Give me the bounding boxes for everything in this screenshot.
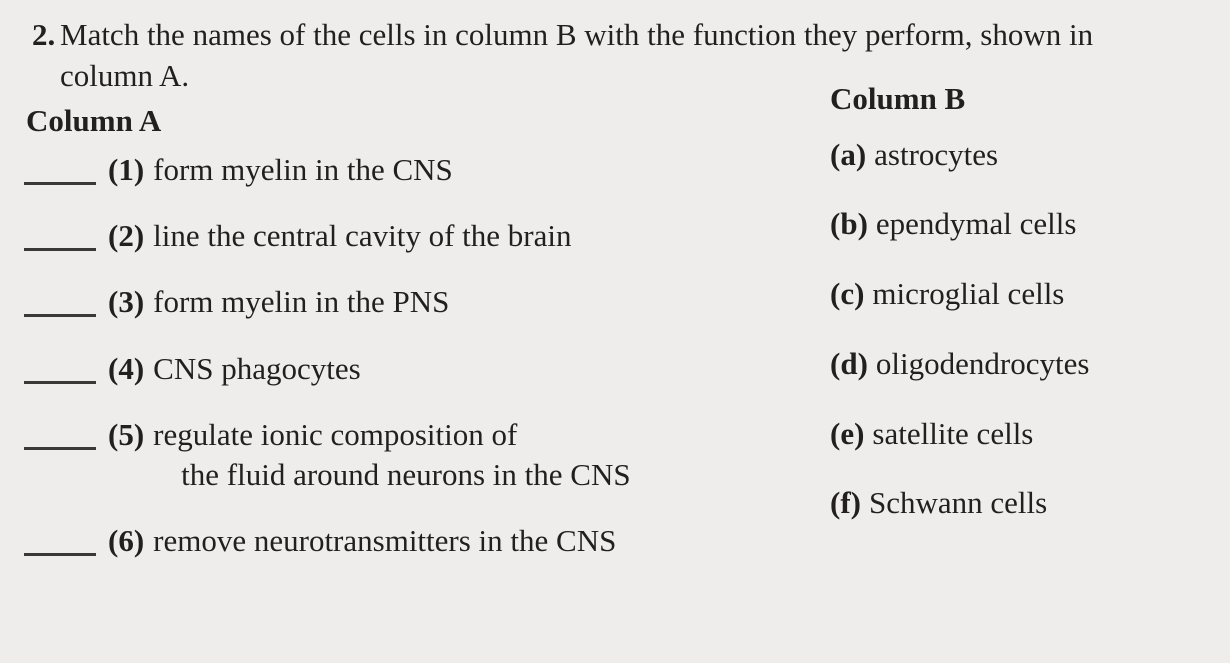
column-a-item-5 [24, 415, 784, 496]
item-text-4: CNS phagocytes [153, 350, 361, 386]
item-text-5-line1: regulate ionic composition of [153, 416, 518, 452]
column-b-item-f [830, 484, 1230, 523]
item-label-5: (5) [108, 416, 145, 452]
column-a-item-4 [24, 349, 784, 389]
option-text-f: Schwann cells [868, 485, 1048, 521]
column-b-item-d [830, 345, 1230, 384]
column-b [830, 80, 1230, 554]
answer-blank-1[interactable] [24, 156, 96, 185]
answer-blank-4[interactable] [24, 355, 96, 384]
item-text-5-line2: the fluid around neurons in the CNS [181, 457, 631, 493]
answer-blank-6[interactable] [24, 527, 96, 556]
item-text-5 [153, 415, 784, 496]
item-label-3: (3) [108, 284, 145, 320]
option-text-e: satellite cells [872, 415, 1034, 451]
column-b-item-c [830, 275, 1230, 314]
item-text-6: remove neurotransmitters in the CNS [153, 523, 617, 559]
option-label-d: (d) [830, 345, 868, 381]
option-label-c: (c) [830, 276, 865, 312]
column-a-item-3 [24, 282, 784, 322]
answer-blank-3[interactable] [24, 288, 96, 317]
answer-blank-2[interactable] [24, 222, 96, 251]
item-text-2: line the central cavity of the brain [153, 217, 572, 253]
column-a-item-1 [24, 150, 784, 190]
question-text: Match the names of the cells in column B with the function they perform, shown in column A. [60, 17, 1094, 94]
item-label-4: (4) [108, 350, 145, 386]
column-b-item-b [830, 205, 1230, 244]
option-text-c: microglial cells [872, 276, 1065, 312]
answer-blank-5[interactable] [24, 421, 96, 450]
item-text-1: form myelin in the CNS [153, 151, 453, 187]
option-text-b: ependymal cells [875, 206, 1077, 242]
column-a [24, 102, 784, 587]
option-label-a: (a) [830, 136, 867, 172]
column-a-item-2 [24, 216, 784, 256]
option-label-e: (e) [830, 415, 865, 451]
matching-columns [24, 81, 1206, 622]
item-label-2: (2) [108, 217, 145, 253]
question-number: 2. [32, 17, 56, 52]
item-label-1: (1) [108, 151, 145, 187]
item-text-3: form myelin in the PNS [153, 284, 450, 320]
column-b-heading: Column B [830, 81, 966, 117]
column-a-item-6 [24, 521, 784, 561]
column-a-heading: Column A [26, 103, 162, 139]
column-b-item-a [830, 136, 1230, 175]
column-b-item-e [830, 415, 1230, 454]
option-text-d: oligodendrocytes [875, 345, 1090, 381]
option-label-b: (b) [830, 206, 868, 242]
option-text-a: astrocytes [874, 136, 999, 172]
item-label-6: (6) [108, 523, 145, 559]
option-label-f: (f) [830, 485, 861, 521]
